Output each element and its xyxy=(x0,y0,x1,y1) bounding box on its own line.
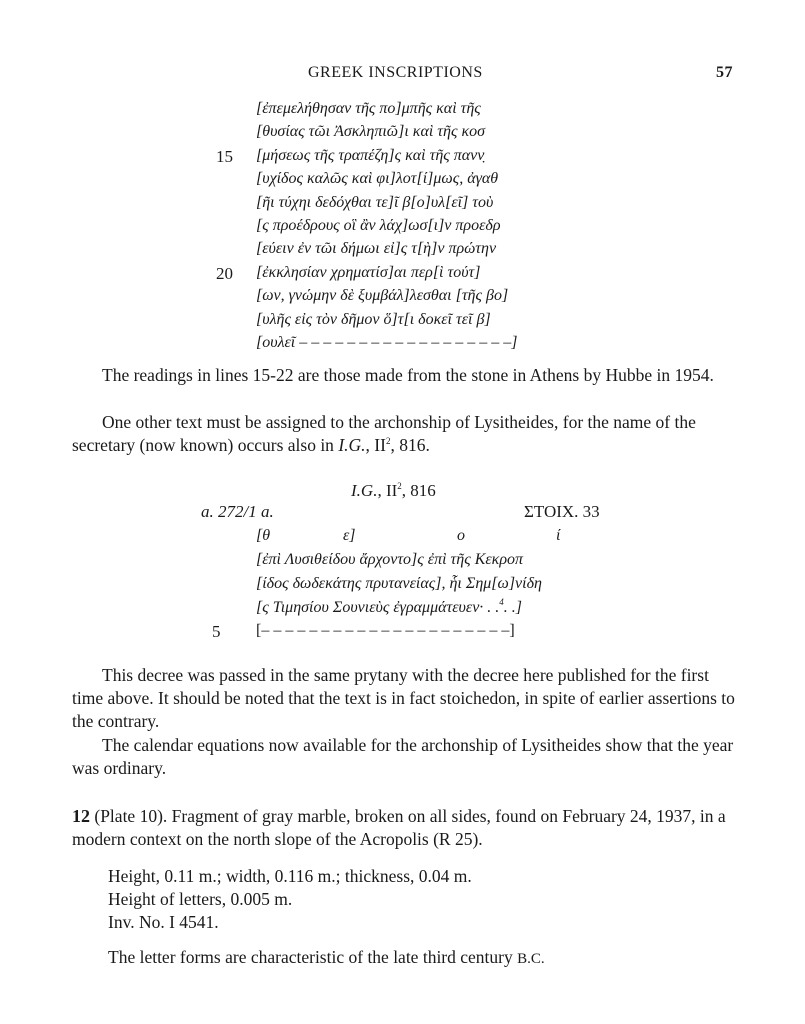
ig-reference: I.G. xyxy=(338,435,366,455)
inscription-2-line-0b: ε] xyxy=(343,527,356,544)
inscription-2-line-2: [ίδος δωδεκάτης πρυτανείας], ἧι Σημ[ω]νίδη xyxy=(256,575,542,592)
entry-description: (Plate 10). Fragment of gray marble, broken on all sides, found on February 24, 1937, in a modern context on the north slope of the Acropolis (R 25). xyxy=(72,806,726,849)
inscription-1-line: [ἐκκλησίαν χρηματίσ]αι περ[ὶ τούτ] xyxy=(256,264,481,281)
inscription-1-line-number: 20 xyxy=(216,264,233,283)
line-3-text: [ς Τιμησίου Σουνιεὺς ἐγραμμάτευεν· . . xyxy=(256,599,500,616)
inscription-2-line-0d: ί xyxy=(556,527,561,544)
entry-number: 12 xyxy=(72,806,90,826)
era-abbrev: B.C. xyxy=(517,951,545,967)
ig-volume: , II xyxy=(365,435,386,455)
inscription-2-line-1: [ἐπὶ Λυσιθείδου ἄρχοντο]ς ἐπὶ τῆς Κεκροπ xyxy=(256,551,524,568)
inscription-1-line: [υλῆς εἰς τὸν δῆμον ὅ]τ[ι δοκεῖ τεῖ β] xyxy=(256,311,491,328)
dimensions: Height, 0.11 m.; width, 0.116 m.; thickness, 0.04 m. xyxy=(108,866,472,886)
inscription-2-line-0a: [θ xyxy=(256,527,271,544)
inventory-number: Inv. No. I 4541. xyxy=(108,912,219,932)
archonship-text: One other text must be assigned to the archonship of Lysitheides, for the name of the secretary (now known) occurs also in xyxy=(72,412,696,455)
inscription-1-line: [μήσεως τῆς τραπέζη]ς καὶ τῆς πανν̣ xyxy=(256,147,485,164)
page-number: 57 xyxy=(716,64,733,81)
inscription-1-line: [ῆι τύχηι δεδόχθαι τε]ῖ β[ο]υλ[εῖ] τοὺ xyxy=(256,194,494,211)
letter-forms-text: The letter forms are characteristic of the late third century xyxy=(108,947,518,967)
paragraph-prytany xyxy=(72,664,744,733)
prytany-text: This decree was passed in the same prytany with the decree here published for the first time above. It should be noted that the text is in fact stoichedon, in spite of earlier assertions to the contrary. xyxy=(72,665,735,731)
inscription-1-line: [υχίδος καλῶς καὶ φι]λοτ[ί]μως, ἀγαθ xyxy=(256,170,499,187)
inscription-1-line: [θυσίας τῶι Ἀσκληπιῶ]ι καὶ τῆς κοσ xyxy=(256,123,486,140)
paragraph-archonship xyxy=(72,411,744,457)
line-3-end: . .] xyxy=(503,599,523,616)
paragraph-readings xyxy=(72,364,744,387)
paragraph-calendar xyxy=(72,734,744,780)
inscription-1-line: [ουλεῖ – – – – – – – – – – – – – – – – – –] xyxy=(256,334,518,351)
ig-edition: 2 xyxy=(385,436,391,446)
letter-height: Height of letters, 0.005 m. xyxy=(108,889,293,909)
running-head: GREEK INSCRIPTIONS xyxy=(308,64,483,81)
calendar-text: The calendar equations now available for the archonship of Lysitheides show that the year was ordinary. xyxy=(72,735,734,778)
entry-12 xyxy=(72,805,744,851)
inscription-2-line-0c: ο xyxy=(457,527,465,544)
inscription-2-line-3 xyxy=(256,599,522,617)
line-3-gap-count: 4 xyxy=(499,597,504,607)
title-volume: , II xyxy=(377,481,398,500)
inscription-date: a. 272/1 a. xyxy=(201,502,274,521)
entry-12-letter-forms xyxy=(108,946,744,971)
entry-12-measurements xyxy=(108,865,744,934)
inscription-2-line-5: [– – – – – – – – – – – – – – – – – – – – –] xyxy=(256,622,515,639)
inscription-2-line-number-5: 5 xyxy=(212,622,221,641)
ig-number: , 816. xyxy=(390,435,430,455)
stoichedon-count: ΣΤΟΙΧ. 33 xyxy=(524,502,600,521)
inscription-1-line-number: 15 xyxy=(216,147,233,166)
title-number: , 816 xyxy=(401,481,436,500)
inscription-1-line: [ς προέδρους οἳ ἂν λάχ]ωσ[ι]ν προεδρ xyxy=(256,217,501,234)
inscription-1-line: [ἐπεμελήθησαν τῆς πο]μπῆς καὶ τῆς xyxy=(256,100,481,117)
readings-text: The readings in lines 15-22 are those made from the stone in Athens by Hubbe in 1954. xyxy=(102,365,714,385)
title-edition: 2 xyxy=(397,481,402,491)
title-ig: I.G. xyxy=(351,481,378,500)
inscription-1-line: [ων, γνώμην δὲ ξυμβάλ]λεσθαι [τῆς βο] xyxy=(256,287,509,304)
inscription-2-title xyxy=(351,481,436,501)
inscription-1-line: [εύειν ἐν τῶι δήμωι εἰ]ς τ[ὴ]ν πρώτην xyxy=(256,240,497,257)
